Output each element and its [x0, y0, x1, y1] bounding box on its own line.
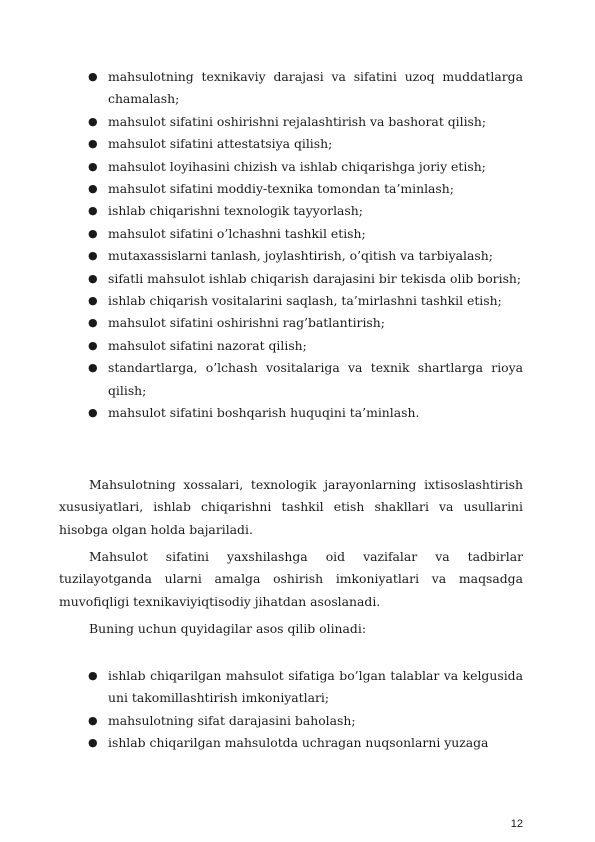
- list-item-text: mahsulot sifatini o’lchashni tashkil etish;: [108, 225, 366, 241]
- list-item-text: mahsulotning texnikaviy darajasi va sifatini uzoq muddatlarga chamalash;: [108, 69, 523, 107]
- list-item: [88, 156, 523, 178]
- page-number: 12: [510, 818, 523, 830]
- list-item: [88, 245, 523, 267]
- bullet-icon: ●: [88, 249, 98, 263]
- body-paragraph: Mahsulot sifatini yaxshilashga oid vazifalar va tadbirlar tuzilayotganda ularni amalga oshirish imkoniyatlari va maqsadga muvofiqligi texnikaviyiqtisodiy jihatdan asoslanadi.: [59, 549, 523, 609]
- list-item-text: mahsulot sifatini moddiy-texnika tomondan ta’minlash;: [108, 181, 454, 197]
- bullet-icon: ●: [88, 226, 98, 240]
- list-item: [88, 223, 523, 245]
- list-item: [88, 665, 523, 710]
- list-item: [88, 732, 523, 754]
- bullet-icon: ●: [88, 271, 98, 285]
- list-item: [88, 66, 523, 111]
- list-item-text: mutaxassislarni tanlash, joylashtirish, o’qitish va tarbiyalash;: [108, 248, 493, 264]
- list-item-text: mahsulotning sifat darajasini baholash;: [108, 712, 356, 728]
- list-item-text: ishlab chiqarilgan mahsulot sifatiga bo’lgan talablar va kelgusida uni takomillashtirish imkoniyatlari;: [108, 668, 523, 706]
- bullet-icon: ●: [88, 182, 98, 196]
- bullet-list-tasks: [88, 66, 523, 425]
- list-item: [88, 290, 523, 312]
- list-item: [88, 402, 523, 424]
- list-item: [88, 268, 523, 290]
- list-item-text: mahsulot sifatini boshqarish huquqini ta’minlash.: [108, 405, 420, 421]
- bullet-icon: ●: [88, 137, 98, 151]
- list-item-text: mahsulot sifatini attestatsiya qilish;: [108, 136, 333, 152]
- list-item-text: ishlab chiqarish vositalarini saqlash, ta’mirlashni tashkil etish;: [108, 293, 502, 309]
- body-paragraph: Buning uchun quyidagilar asos qilib olinadi:: [89, 621, 366, 636]
- bullet-icon: ●: [88, 70, 98, 83]
- list-item: [88, 357, 523, 402]
- list-item-text: ishlab chiqarilgan mahsulotda uchragan nuqsonlarni yuzaga: [108, 735, 489, 751]
- list-item: [88, 312, 523, 334]
- bullet-icon: ●: [88, 114, 98, 128]
- bullet-icon: ●: [88, 736, 98, 750]
- list-item: [88, 111, 523, 133]
- bullet-icon: ●: [88, 204, 98, 218]
- list-item-text: mahsulot sifatini nazorat qilish;: [108, 337, 307, 353]
- bullet-icon: ●: [88, 338, 98, 352]
- list-item-text: mahsulot sifatini oshirishni rejalashtirish va bashorat qilish;: [108, 113, 487, 129]
- bullet-icon: ●: [88, 669, 98, 682]
- body-paragraph: Mahsulotning xossalari, texnologik jarayonlarning ixtisoslashtirish xususiyatlari, ishlab chiqarishni tashkil etish shakllari va usullarini hisobga olgan holda bajariladi.: [59, 477, 523, 537]
- list-item-text: ishlab chiqarishni texnologik tayyorlash;: [108, 203, 363, 219]
- list-item: [88, 335, 523, 357]
- bullet-list-basis: [88, 665, 523, 755]
- bullet-icon: ●: [88, 159, 98, 173]
- list-item: [88, 133, 523, 155]
- list-item-text: sifatli mahsulot ishlab chiqarish darajasini bir tekisda olib borish;: [108, 270, 522, 286]
- bullet-icon: ●: [88, 713, 98, 727]
- list-item: [88, 178, 523, 200]
- bullet-icon: ●: [88, 294, 98, 308]
- bullet-icon: ●: [88, 316, 98, 330]
- list-item-text: mahsulot loyihasini chizish va ishlab chiqarishga joriy etish;: [108, 158, 486, 174]
- list-item-text: standartlarga, o’lchash vositalariga va texnik shartlarga rioya qilish;: [108, 360, 523, 398]
- bullet-icon: ●: [88, 406, 98, 420]
- list-item: [88, 200, 523, 222]
- list-item-text: mahsulot sifatini oshirishni rag’batlantirish;: [108, 315, 385, 331]
- list-item: [88, 710, 523, 732]
- bullet-icon: ●: [88, 361, 98, 375]
